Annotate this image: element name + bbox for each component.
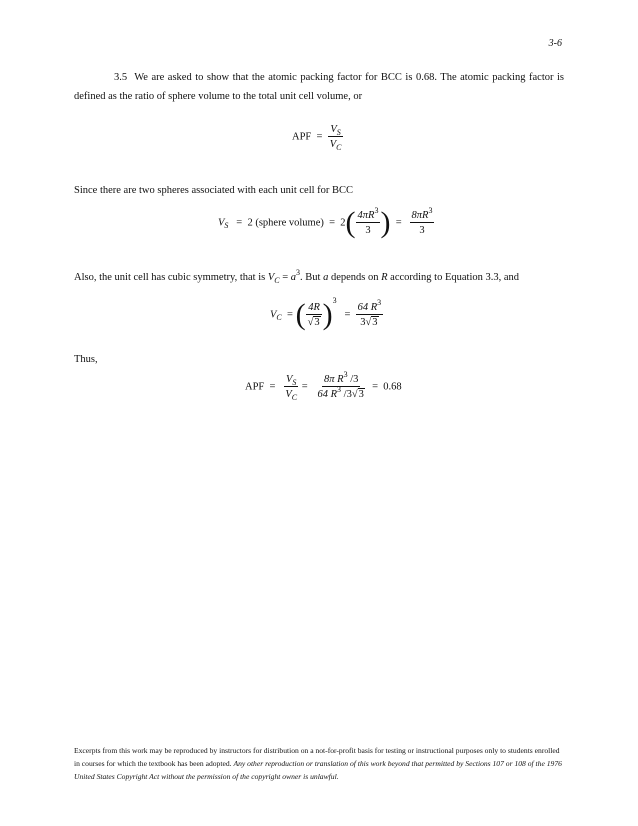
text3-d: depends on (330, 272, 379, 283)
frac2-den: 64 R (317, 389, 338, 400)
text3-b: . But (300, 272, 321, 283)
equation-apf-result (245, 370, 402, 402)
footer-italic-text: Any other reproduction or translation of this work beyond that permitted by Sections 107 or 108 of the 1976 United States Copyright Act without the permission of the copyright owner is unlawful. (74, 759, 562, 781)
numerator-v: V (285, 374, 293, 385)
sqrt-radicand: 3 (358, 389, 364, 400)
frac2-den-tail: /3 (341, 389, 352, 400)
text3-a: Also, the unit cell has cubic symmetry, that is (74, 272, 266, 283)
text3-exp: 3 (296, 268, 301, 277)
fraction-vs-vc (328, 124, 344, 150)
text3-f: according to Equation 3.3, and (390, 272, 520, 283)
cube-exp: 3 (332, 296, 337, 306)
frac2-num-tail: /3 (347, 374, 359, 385)
coefficient: 2 (340, 217, 346, 229)
equation-sphere-volume (218, 208, 434, 238)
equals-sign: = (287, 309, 293, 321)
right-paren: ) (322, 298, 333, 331)
vc-v: V (270, 309, 277, 321)
frac2-num: 64 R (357, 302, 378, 313)
denominator-sub: C (291, 393, 298, 402)
vc-sub: C (276, 313, 282, 323)
frac1-exp: 3 (374, 206, 379, 215)
left-paren: ( (295, 298, 306, 331)
equals-sign: = (344, 309, 351, 321)
problem-number: 3.5 (114, 72, 128, 83)
frac2-den-exp: 3 (337, 385, 342, 394)
fraction-sphere (356, 206, 381, 236)
equals-sign: = (269, 381, 276, 393)
frac1-num: 4πR (357, 210, 375, 221)
frac2-exp: 3 (428, 206, 433, 215)
fraction-substituted: $\frac{8\pi R^3 /3}{64 R^3 /3√3}$ (317, 370, 364, 400)
apf-label: APF (245, 381, 265, 393)
paragraph-thus: Thus, (74, 354, 98, 365)
text3-av: a (290, 272, 297, 283)
frac2-num: 8πR (411, 210, 429, 221)
equals-sign: = (329, 217, 336, 229)
frac1-num: 4R (308, 302, 320, 313)
left-paren: ( (345, 206, 356, 239)
apf-label: APF (292, 131, 312, 143)
frac2-num-exp: 3 (377, 298, 382, 307)
numerator-v: V (330, 124, 337, 135)
frac2-num: 8π R (324, 374, 344, 385)
text3-c: a (323, 272, 329, 283)
paragraph-cubic-symmetry (74, 268, 564, 287)
numerator-sub: S (292, 378, 297, 387)
denominator-sub: C (336, 143, 342, 152)
sqrt-radicand: 3 (314, 317, 320, 328)
text3-v: V (267, 272, 275, 283)
fraction-result (410, 206, 435, 236)
equals-sign: = (316, 131, 323, 143)
sqrt-radicand: 3 (372, 317, 378, 328)
frac2-num-exp: 3 (343, 370, 348, 379)
fraction-vs-vc (283, 374, 299, 400)
equation-cell-volume (270, 296, 383, 331)
text3-eq: = (279, 272, 291, 283)
frac2-den-coef: 3 (360, 317, 366, 328)
denominator-v: V (329, 139, 337, 150)
numerator-sub: S (336, 128, 341, 137)
vs-sub: S (224, 221, 229, 231)
frac2-den: 3 (419, 225, 425, 236)
vs-v: V (218, 217, 225, 229)
text3-e: R (381, 272, 388, 283)
equals-sign: = (372, 381, 379, 393)
problem-text: We are asked to show that the atomic packing factor for BCC is 0.68. The atomic packing factor is defined as the ratio of sphere volume to the total unit cell volume, or (74, 72, 565, 102)
apf-result-value: 0.68 (383, 381, 402, 393)
page-number: 3-6 (548, 38, 562, 49)
paragraph-two-spheres: Since there are two spheres associated with each unit cell for BCC (74, 185, 354, 196)
denominator-v: V (285, 389, 292, 400)
frac1-den: 3 (365, 225, 371, 236)
right-paren: ) (380, 206, 391, 239)
copyright-footer (74, 744, 566, 783)
footer-plain-text: Excerpts from this work may be reproduced by instructors for distribution on a not-for-profit basis for testing or instructional purposes only to students enrolled in courses for which the textbook has been adopted. (74, 746, 560, 768)
equals-sign: = (236, 217, 243, 229)
text3-sub: C (274, 276, 280, 285)
equals-sign: = (301, 381, 308, 393)
problem-paragraph (74, 68, 564, 106)
fraction-64r3: $\frac{64 R^3}{3√3}$ (357, 298, 382, 328)
sphere-volume-text: 2 (sphere volume) (247, 217, 324, 229)
equals-sign: = (395, 217, 402, 229)
equation-apf-definition (292, 124, 343, 150)
fraction-4r-sqrt3: $\frac{4R}{√3}$ (307, 302, 320, 328)
